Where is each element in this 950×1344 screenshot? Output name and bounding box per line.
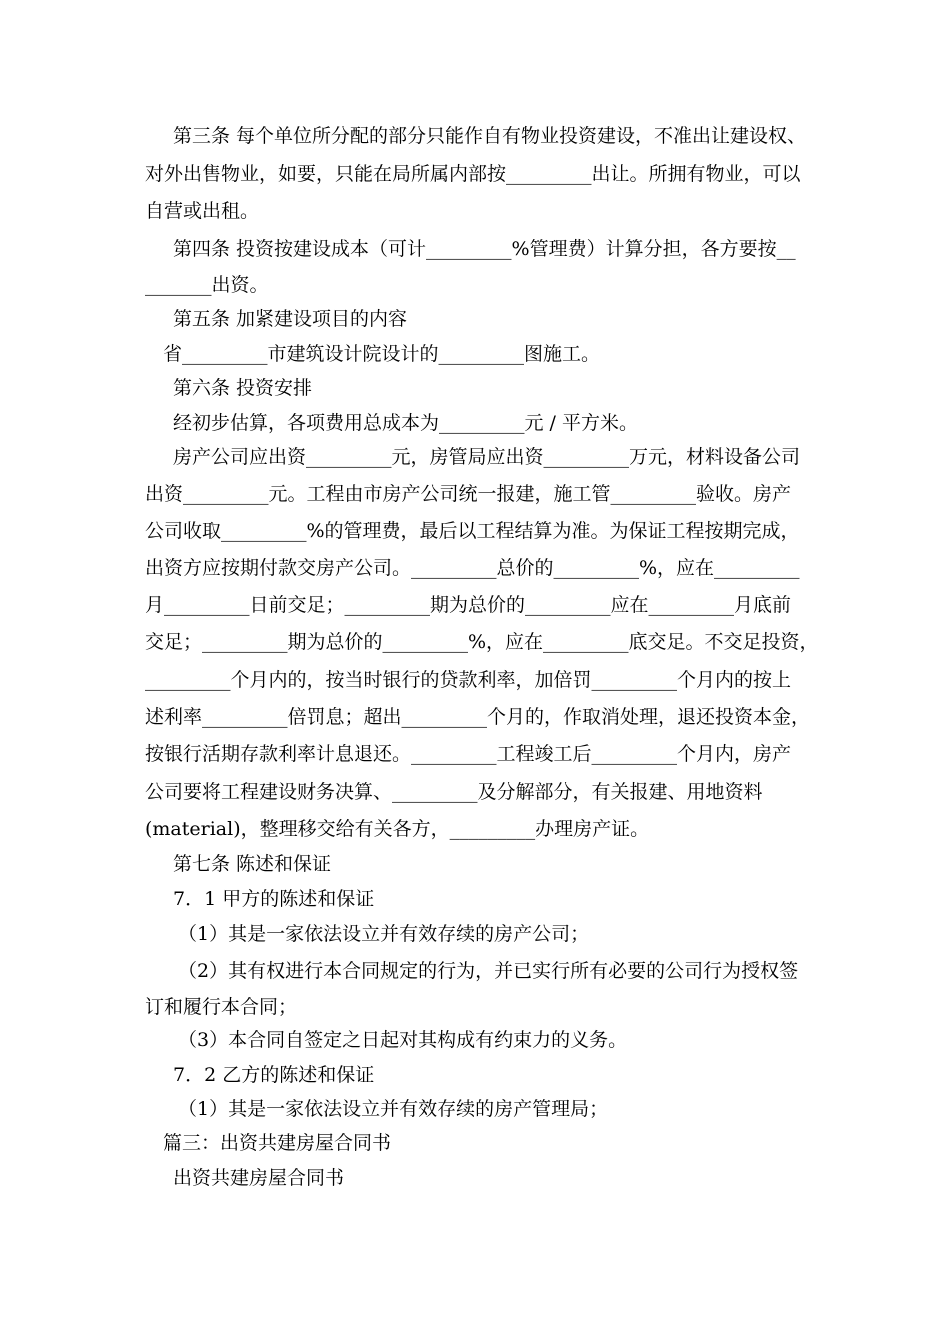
article-6-para-line-6: 交足；_________期为总价的_________%，应在_________底交足。不交足投资， <box>145 631 819 653</box>
contract-title: 出资共建房屋合同书 <box>173 1167 345 1189</box>
article-5-body: 省_________市建筑设计院设计的_________图施工。 <box>163 343 601 365</box>
article-5-heading: 第五条 加紧建设项目的内容 <box>173 308 408 330</box>
article-6-para-line-2: 出资_________元。工程由市房产公司统一报建，施工管_________验收。房产 <box>145 483 792 505</box>
clause-7-2-heading: 7．2 乙方的陈述和保证 <box>173 1064 375 1086</box>
article-4-line-2: _______出资。 <box>145 274 269 296</box>
article-3-line-2: 对外出售物业，如要，只能在局所属内部按_________出让。所拥有物业，可以 <box>145 163 801 185</box>
clause-7-1-heading: 7．1 甲方的陈述和保证 <box>173 888 375 910</box>
clause-7-1-item-1: （1）其是一家依法设立并有效存续的房产公司； <box>178 923 590 945</box>
article-6-para-line-7: _________个月内的，按当时银行的贷款利率，加倍罚_________个月内的按上 <box>145 669 792 691</box>
clause-7-1-item-2-line-1: （2）其有权进行本合同规定的行为，并已实行所有必要的公司行为授权签 <box>178 960 799 982</box>
article-6-para-line-9: 按银行活期存款利率计息退还。_________工程竣工后_________个月内，房产 <box>145 743 792 765</box>
clause-7-1-item-2-line-2: 订和履行本合同； <box>145 996 298 1018</box>
article-6-para-line-1: 房产公司应出资_________元，房管局应出资_________万元，材料设备公司 <box>173 446 801 468</box>
article-3-line-3: 自营或出租。 <box>145 200 260 222</box>
article-6-para-line-4: 出资方应按期付款交房产公司。_________总价的_________%，应在_________ <box>145 557 800 579</box>
clause-7-2-item-1: （1）其是一家依法设立并有效存续的房产管理局； <box>178 1098 609 1120</box>
article-6-para-line-11: (material)，整理移交给有关各方，_________办理房产证。 <box>145 818 650 840</box>
article-3-line-1: 第三条 每个单位所分配的部分只能作自有物业投资建设，不准出让建设权、 <box>173 125 807 147</box>
article-6-para-line-5: 月_________日前交足；_________期为总价的_________应在_________月底前 <box>145 594 792 616</box>
article-6-para-line-3: 公司收取_________%的管理费，最后以工程结算为准。为保证工程按期完成， <box>145 520 800 542</box>
article-4-line-1: 第四条 投资按建设成本（可计_________%管理费）计算分担，各方要按__ <box>173 238 796 260</box>
section-heading: 篇三：出资共建房屋合同书 <box>163 1132 392 1154</box>
article-6-para-line-8: 述利率_________倍罚息；超出_________个月的，作取消处理，退还投资本金， <box>145 706 811 728</box>
article-6-para-line-10: 公司要将工程建设财务决算、_________及分解部分，有关报建、用地资料 <box>145 781 763 803</box>
article-6-estimate: 经初步估算，各项费用总成本为_________元 / 平方米。 <box>173 412 638 434</box>
article-7-heading: 第七条 陈述和保证 <box>173 853 332 875</box>
article-6-heading: 第六条 投资安排 <box>173 377 313 399</box>
clause-7-1-item-3: （3）本合同自签定之日起对其构成有约束力的义务。 <box>178 1029 628 1051</box>
